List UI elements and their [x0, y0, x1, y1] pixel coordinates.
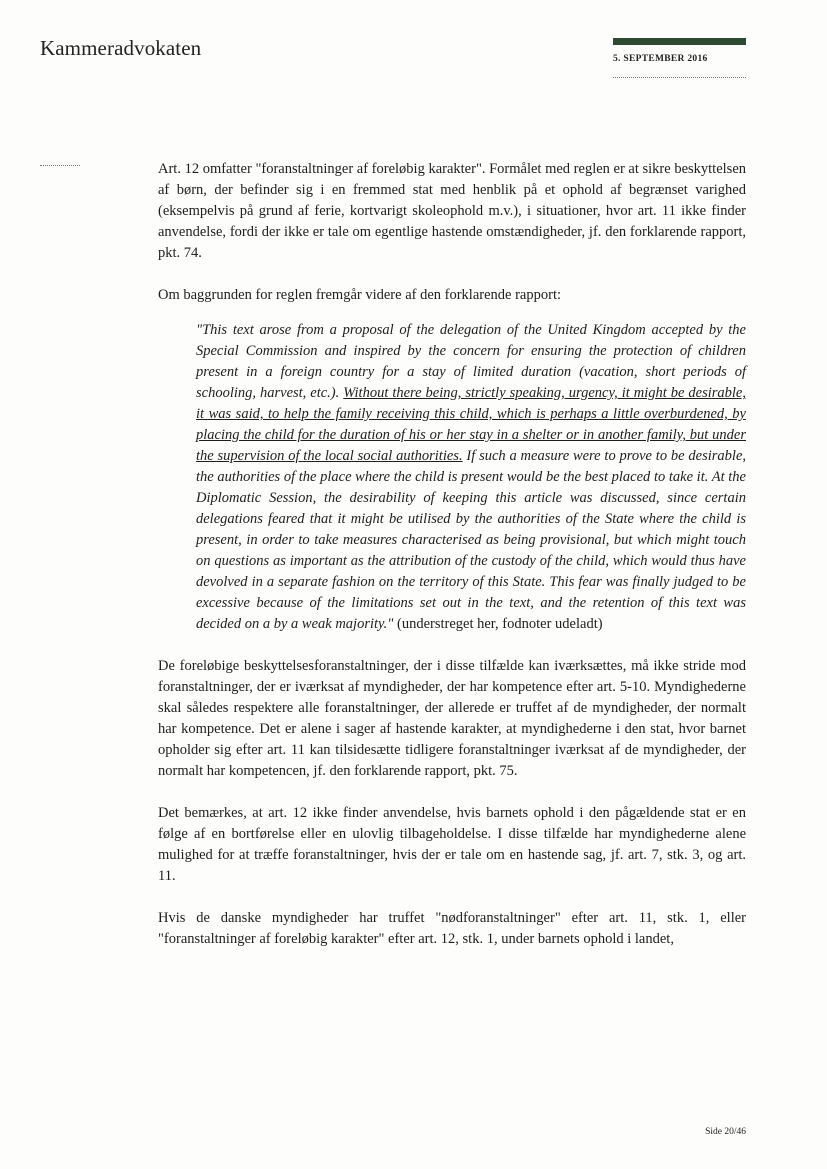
brand-accent-bar: [613, 38, 746, 45]
paragraph-provisional-measures: De foreløbige beskyttelsesforanstaltninger, der i disse tilfælde kan iværksættes, må ikke stride mod foranstaltninger, der er iværksat af myndigheder, der har kompetence efter art. 5-10. Myndighederne skal således respektere alle foranstaltninger, der allerede er truffet af de myndigheder, der normalt har kompetence. Det er alene i sager af hastende karakter, at myndighederne i den stat, hvor barnet opholder sig efter art. 11 kan tilsidesætte tidligere foranstaltninger iværksat af de myndigheder, der normalt har kompetencen, jf. den forklarende rapport, pkt. 75.: [158, 658, 746, 779]
quote-underlined-passage: Without there being, strictly speaking, urgency, it might be desirable, it was said, to help the family receiving this child, which is perhaps a little overburdened, by placing the child for the duration of his or her stay in a shelter or in another family, but under the supervision of the local social authorities.: [196, 385, 746, 464]
paragraph-background-intro: Om baggrunden for reglen fremgår videre af den forklarende rapport:: [158, 287, 561, 303]
quote-text-opening: "This text arose from a proposal of the delegation of the United Kingdom accepted by the Special Commission and inspired by the concern for ensuring the protection of children present in a foreign country for a stay of limited duration (vacation, short periods of schooling, harvest, etc.).: [196, 322, 746, 401]
paragraph-danish-authorities: Hvis de danske myndigheder har truffet "nødforanstaltninger" efter art. 11, stk. 1, eller "foranstaltninger af foreløbig karakter" efter art. 12, stk. 1, under barnets ophold i landet,: [158, 910, 746, 947]
brand-name: Kammeradvokaten: [40, 36, 202, 60]
document-date: 5. SEPTEMBER 2016: [613, 54, 708, 64]
date-divider: [613, 77, 746, 78]
document-body: [158, 159, 746, 971]
quote-text-closing: If such a measure were to prove to be desirable, the authorities of the place where the child is present would be the best placed to take it. At the Diplomatic Session, the desirability of keeping this article was discussed, since certain delegations feared that it might be utilised by the authorities of the State where the child is present, in order to take measures characterised as being provisional, but which might touch on questions as important as the attribution of the custody of the child, which would thus have devolved in a separate fashion on the territory of this State. This fear was finally judged to be excessive because of the limitations set out in the text, and the retention of this text was decided on a by a weak majority.": [196, 448, 747, 632]
explanatory-report-quote: [196, 320, 746, 635]
paragraph-art12-scope: Art. 12 omfatter "foranstaltninger af foreløbig karakter". Formålet med reglen er at sikre beskyttelsen af børn, der befinder sig i en fremmed stat med henblik på et ophold af begrænset varighed (eksempelvis på grund af ferie, kortvarigt skoleophold m.v.), i situationer, hvor art. 11 ikke finder anvendelse, fordi der ikke er tale om egentlige hastende omstændigheder, jf. den forklarende rapport, pkt. 74.: [158, 161, 747, 261]
page-number: Side 20/46: [705, 1127, 746, 1137]
margin-divider: [40, 165, 80, 166]
paragraph-abduction-exception: Det bemærkes, at art. 12 ikke finder anvendelse, hvis barnets ophold i den pågældende stat er en følge af en bortførelse eller en ulovlig tilbageholdelse. I disse tilfælde har myndighederne alene mulighed for at træffe foranstaltninger, hvis der er tale om en hastende sag, jf. art. 7, stk. 3, og art. 11.: [158, 805, 746, 884]
quote-editorial-note: (understreget her, fodnoter udeladt): [393, 616, 603, 632]
